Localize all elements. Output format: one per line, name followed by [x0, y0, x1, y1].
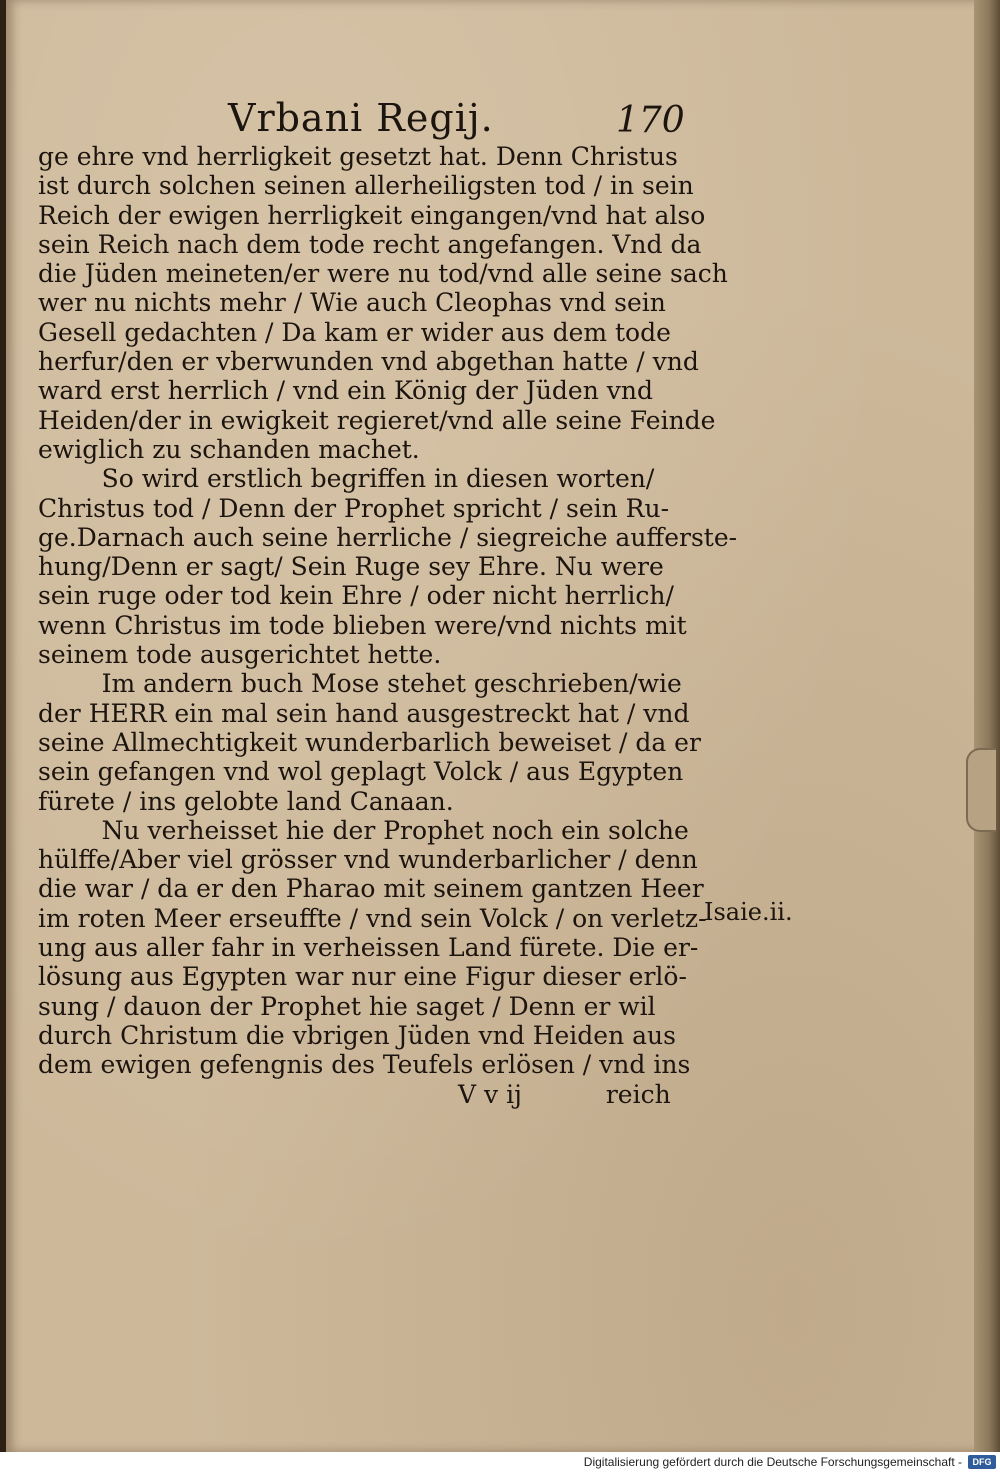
text-line: seine Allmechtigkeit wunderbarlich beweiset / da er	[38, 727, 701, 757]
text-line: herfur/den er vberwunden vnd abgethan hatte / vnd	[38, 347, 699, 377]
text-line: die Jüden meineten/er were nu tod/vnd alle seine sach	[38, 259, 728, 289]
text-line: dem ewigen gefengnis des Teufels erlösen / vnd ins	[38, 1050, 691, 1080]
text-line: durch Christum die vbrigen Jüden vnd Heiden aus	[38, 1020, 676, 1050]
text-line: ge.Darnach auch seine herrliche / siegreiche aufferste-	[38, 522, 738, 552]
text-line: der HERR ein mal sein hand ausgestreckt hat / vnd	[38, 698, 690, 728]
text-line: die war / da er den Pharao mit seinem gantzen Heer	[38, 874, 704, 904]
page-number: 170	[616, 100, 685, 141]
running-header-title: Vrbani Regij.	[228, 96, 494, 140]
catchword-line	[38, 1080, 690, 1109]
text-line: Christus tod / Denn der Prophet spricht / sein Ru-	[38, 493, 670, 523]
text-line: sein gefangen vnd wol geplagt Volck / aus Egypten	[38, 757, 684, 787]
text-line: Nu verheisset hie der Prophet noch ein solche	[38, 815, 689, 845]
text-line: seinem tode ausgerichtet hette.	[38, 640, 442, 670]
text-line: lösung aus Egypten war nur eine Figur dieser erlö-	[38, 962, 687, 992]
body-text	[38, 142, 738, 1109]
text-line: Reich der ewigen herrligkeit eingangen/vnd hat also	[38, 200, 706, 230]
marginal-note: Isaie.ii.	[704, 898, 793, 926]
text-line: hung/Denn er sagt/ Sein Ruge sey Ehre. Nu were	[38, 552, 664, 582]
text-line: So wird erstlich begriffen in diesen worten/	[38, 464, 655, 494]
dfg-logo: DFG	[968, 1455, 996, 1469]
text-line: ward erst herrlich / vnd ein König der Jüden vnd	[38, 376, 653, 406]
text-line: Im andern buch Mose stehet geschrieben/wie	[38, 669, 682, 699]
footer-credit: Digitalisierung gefördert durch die Deutsche Forschungsgemeinschaft -	[583, 1455, 962, 1469]
text-line: Heiden/der in ewigkeit regieret/vnd alle seine Feinde	[38, 405, 716, 435]
text-line: wer nu nichts mehr / Wie auch Cleophas vnd sein	[38, 288, 666, 318]
text-line: ist durch solchen seinen allerheiligsten tod / in sein	[38, 171, 694, 201]
text-line: wenn Christus im tode blieben were/vnd nichts mit	[38, 610, 687, 640]
text-line: ewiglich zu schanden machet.	[38, 434, 420, 464]
text-line: sein ruge oder tod kein Ehre / oder nicht herrlich/	[38, 581, 674, 611]
text-line: Gesell gedachten / Da kam er wider aus dem tode	[38, 317, 671, 347]
text-line: sein Reich nach dem tode recht angefangen. Vnd da	[38, 229, 702, 259]
page-edge	[974, 0, 1000, 1452]
text-line: ge ehre vnd herrligkeit gesetzt hat. Denn Christus	[38, 142, 678, 171]
signature-mark: V v ij	[458, 1079, 522, 1109]
catchword: reich	[605, 1079, 671, 1109]
text-line: hülffe/Aber viel grösser vnd wunderbarlicher / denn	[38, 845, 698, 875]
text-line: im roten Meer erseuffte / vnd sein Volck / on verletz-	[38, 903, 707, 933]
text-line: fürete / ins gelobte land Canaan.	[38, 786, 454, 816]
text-line: ung aus aller fahr in verheissen Land fürete. Die er-	[38, 933, 699, 963]
clasp-tab	[966, 748, 996, 832]
text-line: sung / dauon der Prophet hie saget / Denn er wil	[38, 991, 656, 1021]
